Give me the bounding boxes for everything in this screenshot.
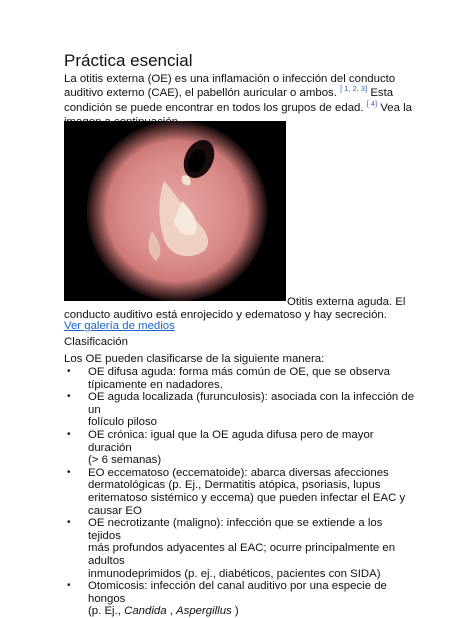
intro-line-2: [64, 86, 416, 100]
item-line: típicamente en nadadores.: [88, 378, 223, 391]
page-title: Práctica esencial: [64, 51, 193, 70]
item-line: [88, 605, 416, 618]
bullet-icon: •: [67, 466, 71, 478]
item-line: OE crónica: igual que la OE aguda difusa pero de mayor duración: [88, 428, 374, 454]
genus-name: Candida: [124, 605, 167, 618]
item-line: OE aguda localizada (furunculosis): asociada con la infección de un: [88, 391, 415, 416]
section-heading: Clasificación: [64, 336, 128, 348]
bullet-icon: •: [67, 517, 71, 529]
list-item: [64, 580, 416, 618]
item-text: ): [231, 605, 239, 618]
item-line: (> 6 semanas): [88, 454, 162, 467]
list-item: [64, 517, 416, 580]
item-text: ,: [166, 605, 177, 618]
figure-caption-start: Otitis externa aguda. El: [287, 296, 406, 308]
intro-line-2-text: auditivo externo (CAE), el pabellón auricular o ambos.: [64, 87, 337, 100]
item-line: folículo piloso: [88, 416, 158, 429]
bullet-icon: •: [67, 428, 71, 440]
ear-canal-photo: [64, 121, 286, 301]
item-line: Otomicosis: infección del canal auditivo por una especie de hongos: [88, 580, 387, 605]
item-line: causar EO: [88, 504, 142, 517]
item-line: OE necrotizante (maligno): infección que se extiende a los tejidos: [88, 517, 383, 542]
reference-link[interactable]: [ 4]: [366, 99, 378, 109]
list-intro: Los OE pueden clasificarse de la siguiente manera:: [64, 353, 325, 365]
media-gallery-link[interactable]: Ver galería de medios: [64, 320, 175, 332]
item-line: OE difusa aguda: forma más común de OE, que se observa: [88, 366, 391, 378]
list-item: [64, 391, 416, 429]
otoscopic-image[interactable]: [64, 121, 286, 301]
item-line: eritematoso sistémico y eccema) que pueden infectar el EAC y: [88, 491, 406, 504]
intro-line-3-end: Vea la: [377, 101, 412, 114]
intro-line-1: La otitis externa (OE) es una inflamación o infección del conducto: [64, 73, 396, 85]
bullet-icon: •: [67, 366, 71, 377]
bullet-icon: •: [67, 580, 71, 592]
item-line: inmunodeprimidos (p. ej., diabéticos, pacientes con SIDA): [88, 567, 381, 580]
list-item: [64, 467, 416, 517]
item-text: (p. Ej.,: [88, 605, 125, 618]
figure-caption-continuation: conducto auditivo está enrojecido y edematoso y hay secreción.: [64, 309, 387, 321]
reference-link[interactable]: [ 1, 2, 3]: [340, 84, 368, 94]
intro-line-3: [64, 101, 416, 115]
item-line: más profundos adyacentes al EAC; ocurre principalmente en adultos: [88, 542, 396, 567]
classification-list: [64, 366, 416, 618]
intro-line-2-end: Esta: [367, 87, 394, 100]
item-line: EO eccematoso (eccematoide): abarca diversas afecciones: [88, 466, 389, 479]
bullet-icon: •: [67, 391, 71, 403]
list-item: [64, 429, 416, 467]
intro-line-3-text: condición se puede encontrar en todos los grupos de edad.: [64, 101, 364, 114]
item-line: dermatológicas (p. Ej., Dermatitis atópica, psoriasis, lupus: [88, 479, 381, 492]
list-item: [64, 366, 416, 391]
genus-name: Aspergillus: [176, 605, 232, 618]
